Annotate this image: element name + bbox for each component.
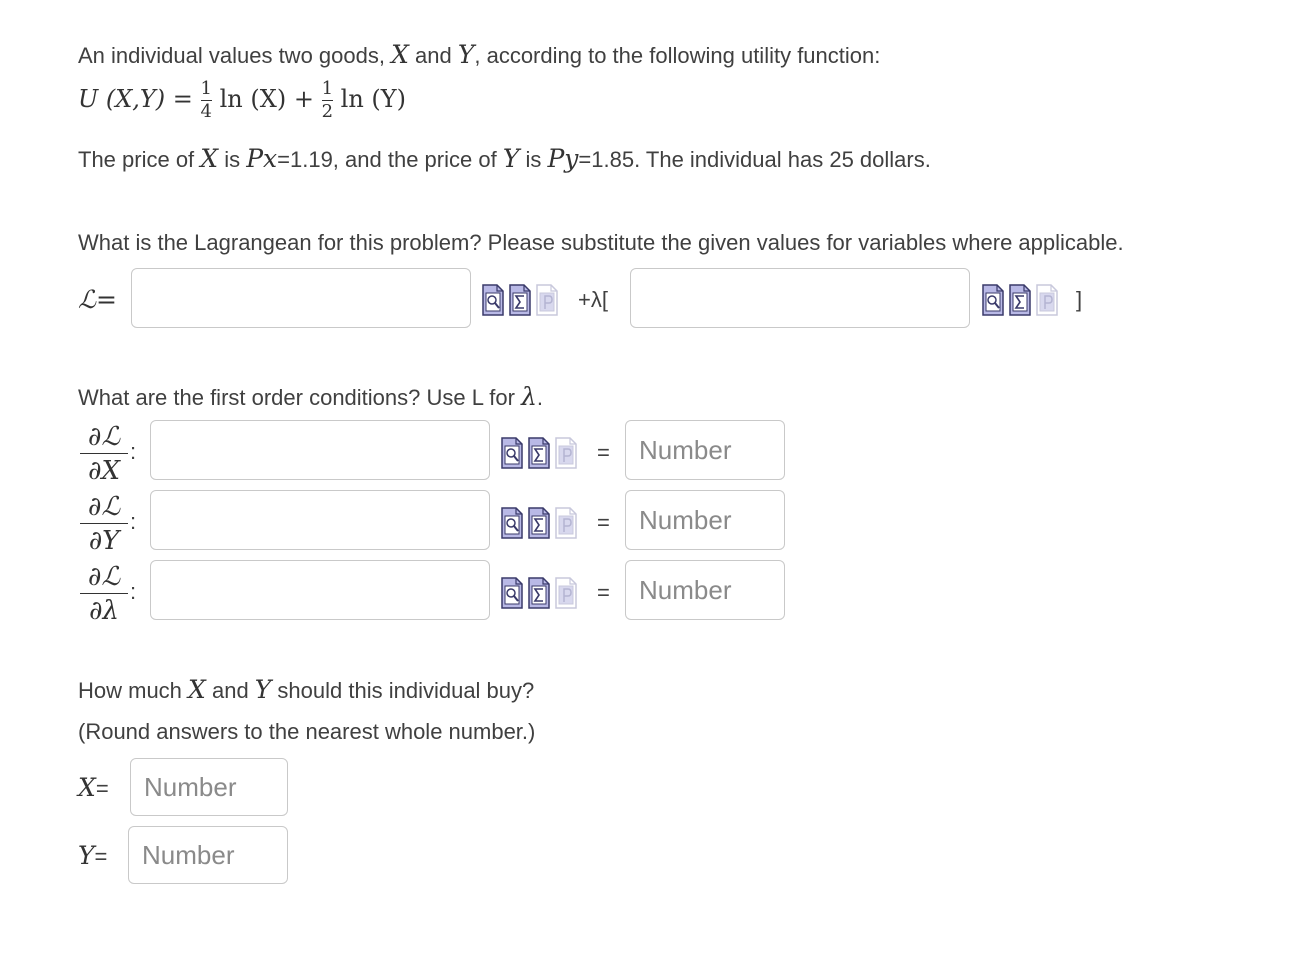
ln-x: ln (X) +	[219, 85, 314, 113]
equation-editor-icon[interactable]	[527, 436, 551, 470]
y-equals: =	[94, 844, 108, 869]
equation-editor-icon[interactable]	[508, 283, 532, 317]
plain-text-icon	[554, 436, 578, 470]
foc-dlambda-den: ∂λ	[89, 596, 119, 626]
price-y-var: Y	[502, 144, 520, 173]
lagrangean-label: ℒ=	[78, 285, 117, 314]
x-answer-label	[78, 773, 109, 802]
preview-icon[interactable]	[981, 283, 1005, 317]
coef2-den: 2	[321, 101, 334, 122]
lagrangean-objective-input[interactable]	[131, 268, 471, 328]
foc-dy-fraction	[80, 494, 128, 554]
foc-question	[78, 382, 543, 411]
lagrangean-constraint-tools	[981, 283, 1059, 319]
intro-after: , according to the following utility function:	[474, 43, 881, 68]
lambda-symbol: λ	[521, 382, 537, 411]
quantity-question-prefix: How much	[78, 678, 189, 703]
quantity-question	[78, 675, 534, 704]
foc-dx-input[interactable]	[150, 420, 490, 480]
x-equals: =	[95, 776, 109, 801]
coef1-den: 4	[200, 101, 212, 122]
foc-dx-den: ∂X	[88, 456, 120, 486]
price-is-2: is	[519, 147, 548, 172]
var-y: Y	[457, 40, 475, 69]
foc-dlambda-tools	[500, 576, 578, 612]
foc-dx-equals: =	[597, 440, 610, 465]
price-statement	[78, 144, 931, 173]
foc-dlambda-fraction	[80, 564, 128, 624]
foc-dy-colon: :	[130, 509, 137, 534]
foc-dlambda-colon: :	[130, 579, 137, 604]
foc-dlambda-num: ∂ℒ	[87, 562, 121, 592]
px-symbol: Px	[246, 144, 278, 173]
price-x-var: X	[200, 144, 219, 173]
py-symbol: Py	[547, 144, 579, 173]
plain-text-icon	[1035, 283, 1059, 317]
lagrangean-objective-tools	[481, 283, 559, 319]
foc-dy-num: ∂ℒ	[87, 492, 121, 522]
foc-dlambda-input[interactable]	[150, 560, 490, 620]
utility-lhs: U (X,Y) =	[78, 85, 193, 113]
foc-dy-input[interactable]	[150, 490, 490, 550]
problem-intro	[78, 40, 880, 69]
foc-dx-number-input[interactable]: Number	[625, 420, 785, 480]
plain-text-icon	[554, 506, 578, 540]
plain-text-icon	[535, 283, 559, 317]
quantity-question-suffix: should this individual buy?	[271, 678, 535, 703]
coef2-num: 1	[321, 78, 334, 99]
foc-dy-den: ∂Y	[88, 526, 120, 556]
var-x: X	[391, 40, 409, 69]
preview-icon[interactable]	[500, 506, 524, 540]
foc-dx-num: ∂ℒ	[87, 422, 121, 452]
plus-lambda-bracket: +λ[	[578, 287, 608, 312]
quantity-var-x: X	[188, 675, 206, 704]
quantity-and: and	[205, 678, 255, 703]
foc-dlambda-number-input[interactable]: Number	[625, 560, 785, 620]
foc-dy-equals: =	[597, 510, 610, 535]
close-bracket: ]	[1076, 287, 1083, 312]
equation-editor-icon[interactable]	[527, 506, 551, 540]
foc-dy-tools	[500, 506, 578, 542]
preview-icon[interactable]	[500, 576, 524, 610]
utility-function	[78, 80, 406, 121]
plain-text-icon	[554, 576, 578, 610]
preview-icon[interactable]	[481, 283, 505, 317]
coef-one-quarter	[201, 80, 212, 121]
preview-icon[interactable]	[500, 436, 524, 470]
x-answer-input[interactable]: Number	[130, 758, 288, 816]
y-label: Y	[78, 841, 95, 870]
py-value: =1.85. The individual has 25 dollars.	[578, 147, 931, 172]
foc-dx-colon: :	[130, 439, 137, 464]
foc-question-text: What are the first order conditions? Use L for	[78, 385, 522, 410]
lagrangean-constraint-input[interactable]	[630, 268, 970, 328]
x-label: X	[78, 773, 96, 802]
quantity-var-y: Y	[254, 675, 272, 704]
px-value: =1.19, and the price of	[277, 147, 503, 172]
lagrangean-question: What is the Lagrangean for this problem? Please substitute the given values for variables where applicable.	[78, 230, 1124, 255]
intro-and: and	[408, 43, 458, 68]
foc-dx-fraction	[80, 424, 128, 484]
y-answer-label	[78, 841, 107, 870]
rounding-note: (Round answers to the nearest whole number.)	[78, 719, 536, 744]
ln-y: ln (Y)	[340, 85, 407, 113]
coef-one-half	[322, 80, 333, 121]
price-is-1: is	[218, 147, 247, 172]
equation-editor-icon[interactable]	[1008, 283, 1032, 317]
foc-question-suffix: .	[536, 385, 544, 410]
foc-dx-tools	[500, 436, 578, 472]
coef1-num: 1	[200, 78, 212, 99]
foc-dlambda-equals: =	[597, 580, 610, 605]
foc-dy-number-input[interactable]: Number	[625, 490, 785, 550]
equation-editor-icon[interactable]	[527, 576, 551, 610]
price-prefix: The price of	[78, 147, 201, 172]
intro-text: An individual values two goods,	[78, 43, 392, 68]
y-answer-input[interactable]: Number	[128, 826, 288, 884]
